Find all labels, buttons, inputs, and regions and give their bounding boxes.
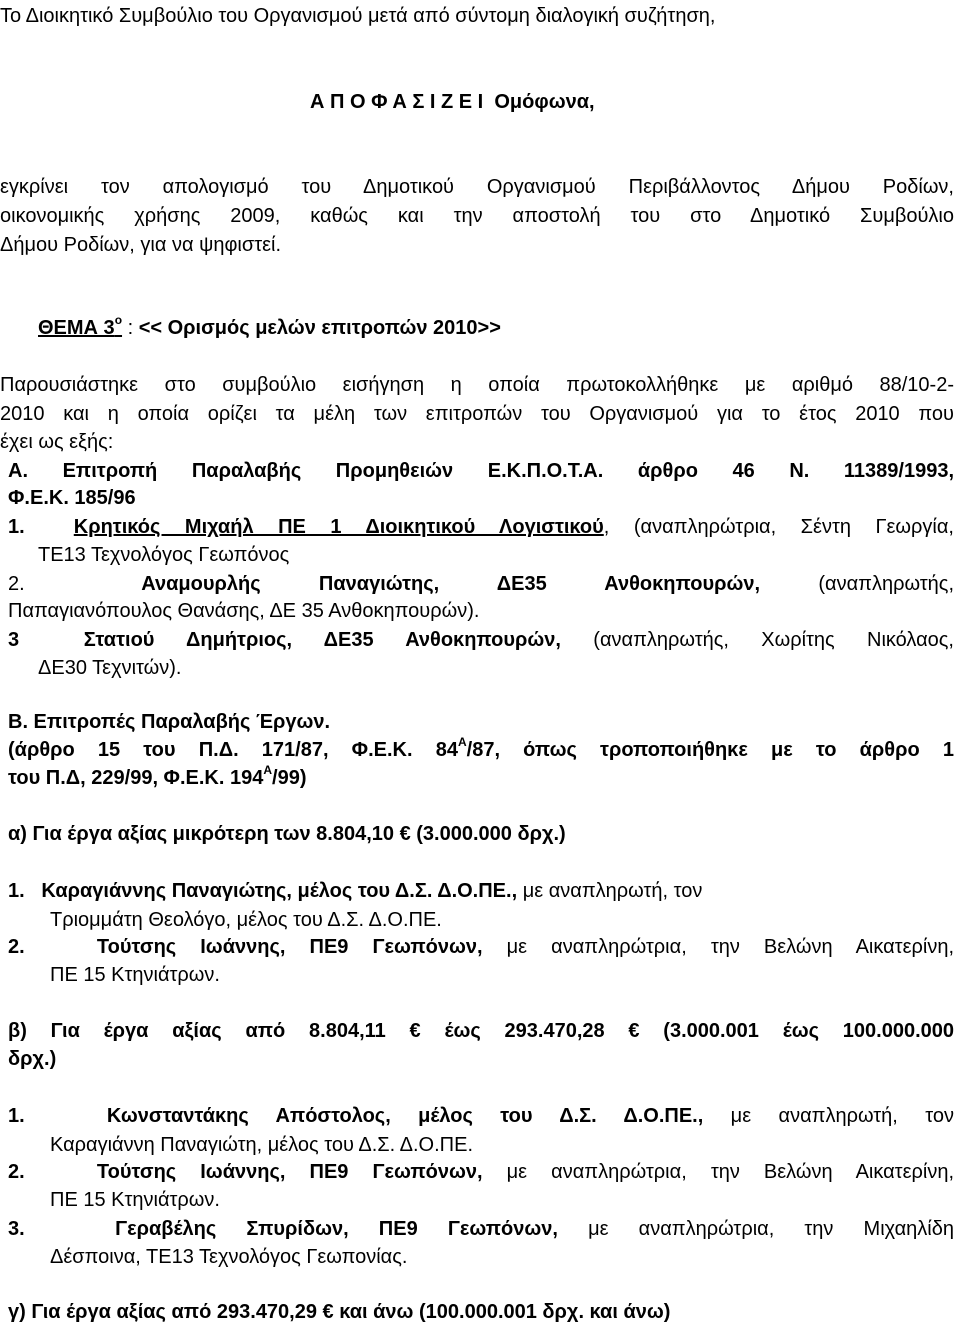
list-item: [8, 1104, 954, 1128]
item-number: 2.: [8, 936, 25, 958]
item-number: 2.: [8, 573, 25, 595]
category-b-heading: β) Για έργα αξίας από 8.804,11 € έως 293.470,28 € (3.000.001 έως 100.000.000: [8, 1020, 954, 1042]
item-detail: (αναπληρωτής, Χωρίτης Νικόλαος,: [560, 629, 954, 651]
item-number: 1.: [8, 880, 25, 902]
item-detail: (αναπληρωτής,: [760, 573, 954, 595]
item-continuation: ΤΕ13 Τεχνολόγος Γεωπόνος: [38, 544, 290, 566]
presentation-line-1: Παρουσιάστηκε στο συμβούλιο εισήγηση η οποία πρωτοκολλήθηκε με αριθμό 88/10-2-: [0, 374, 954, 396]
item-continuation: Τριομμάτη Θεολόγο, μέλος του Δ.Σ. Δ.Ο.ΠΕ.: [50, 909, 442, 931]
approval-line-3: Δήμου Ροδίων, για να ψηφιστεί.: [0, 234, 282, 256]
item-number: 1.: [8, 516, 25, 538]
item-name: Κρητικός Μιχαήλ ΠΕ 1 Διοικητικού Λογιστικού: [73, 516, 604, 538]
item-name: Αναμουρλής Παναγιώτης, ΔΕ35 Ανθοκηπουρών,: [141, 573, 761, 595]
list-item: [8, 1160, 954, 1184]
section-a-title: Α. Επιτροπή Παραλαβής Προμηθειών Ε.Κ.Π.Ο.Τ.Α. άρθρο 46 Ν. 11389/1993,: [8, 460, 954, 482]
item-number: 1.: [8, 1105, 25, 1127]
item-name: Στατιού Δημήτριος, ΔΕ35 Ανθοκηπουρών,: [83, 629, 561, 651]
decides-unanimous: Ομόφωνα,: [494, 91, 595, 113]
item-continuation: Παπαγιανόπουλος Θανάσης, ΔΕ 35 Ανθοκηπουρών).: [8, 600, 480, 622]
item-continuation: Δέσποινα, ΤΕ13 Τεχνολόγος Γεωπονίας.: [50, 1246, 408, 1268]
item-detail: με αναπληρώτρια, την Μιχαηλίδη: [557, 1218, 955, 1240]
decision-heading: [310, 90, 595, 114]
list-item: [8, 935, 954, 959]
item-continuation: ΔΕ30 Τεχνιτών).: [38, 657, 182, 679]
item-detail: με αναπληρώτρια, την Βελώνη Αικατερίνη,: [482, 1161, 955, 1183]
approval-line-2: οικονομικής χρήσης 2009, καθώς και την αποστολή του στο Δημοτικό Συμβούλιο: [0, 205, 954, 227]
category-a-heading: α) Για έργα αξίας μικρότερη των 8.804,10 € (3.000.000 δρχ.): [8, 823, 566, 845]
item-number: 2.: [8, 1161, 25, 1183]
section-a-gazette: Φ.Ε.Κ. 185/96: [8, 487, 136, 509]
item-continuation: ΠΕ 15 Κτηνιάτρων.: [50, 964, 220, 986]
section-b-title: Β. Επιτροπές Παραλαβής Έργων.: [8, 711, 331, 733]
approval-line-1: εγκρίνει τον απολογισμό του Δημοτικού Οργανισμού Περιβάλλοντος Δήμου Ροδίων,: [0, 176, 954, 198]
presentation-line-2: 2010 και η οποία ορίζει τα μέλη των επιτροπών του Οργανισμού για το έτος 2010 που: [0, 403, 954, 425]
list-item: [8, 628, 954, 652]
item-continuation: ΠΕ 15 Κτηνιάτρων.: [50, 1189, 220, 1211]
list-item: [8, 515, 954, 539]
item-name: Κωνσταντάκης Απόστολος, μέλος του Δ.Σ. Δ.Ο.ΠΕ.,: [106, 1105, 704, 1127]
section-b-law-line-1: (άρθρο 15 του Π.Δ. 171/87, Φ.Ε.Κ. $84^A/87$, όπως τροποποιήθηκε με το άρθρο 1: [8, 735, 954, 761]
item-detail: με αναπληρώτρια, την Βελώνη Αικατερίνη,: [482, 936, 955, 958]
intro-paragraph: Το Διοικητικό Συμβούλιο του Οργανισμού μετά από σύντομη διαλογική συζήτηση,: [0, 5, 716, 27]
category-b-heading-cont: δρχ.): [8, 1048, 57, 1070]
topic-colon: :: [122, 317, 139, 339]
list-item: [8, 572, 954, 596]
presentation-line-3: έχει ως εξής:: [0, 431, 114, 453]
item-name: Τούτσης Ιωάννης, ΠΕ9 Γεωπόνων,: [96, 1161, 483, 1183]
list-item: [8, 1217, 954, 1241]
category-c-heading: γ) Για έργα αξίας από 293.470,29 € και άνω (100.000.001 δρχ. και άνω): [8, 1301, 671, 1323]
section-b-law-line-2: του Π.Δ, 229/99, Φ.Ε.Κ. $194^A/99$): [8, 763, 307, 789]
topic-label: ΘΕΜΑ $3^o$: [38, 313, 123, 339]
item-number: 3.: [8, 1218, 25, 1240]
item-name: Καραγιάννης Παναγιώτης, μέλος του Δ.Σ. Δ.Ο.ΠΕ.,: [41, 880, 518, 902]
decides-heading: Α Π Ο Φ Α Σ Ι Ζ Ε Ι: [310, 91, 484, 113]
item-number: 3: [8, 629, 20, 651]
item-name: Γεραβέλης Σπυρίδων, ΠΕ9 Γεωπόνων,: [115, 1218, 558, 1240]
item-name: Τούτσης Ιωάννης, ΠΕ9 Γεωπόνων,: [96, 936, 483, 958]
list-item: [8, 879, 866, 903]
topic-heading: [38, 313, 501, 340]
item-continuation: Καραγιάννη Παναγιώτη, μέλος του Δ.Σ. Δ.Ο.ΠΕ.: [50, 1134, 474, 1156]
item-detail: με αναπληρωτή, τον: [517, 880, 703, 902]
item-detail: με αναπληρωτή, τον: [703, 1105, 954, 1127]
item-detail: , (αναπληρώτρια, Σέντη Γεωργία,: [603, 516, 954, 538]
topic-title: << Ορισμός μελών επιτροπών 2010>>: [138, 317, 501, 339]
